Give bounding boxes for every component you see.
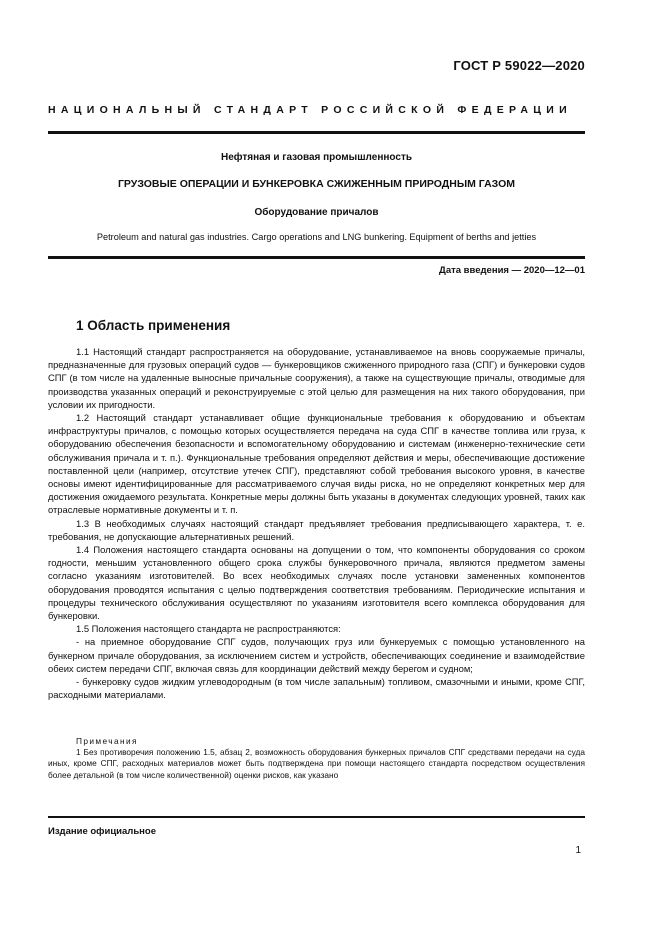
title-divider (48, 256, 585, 259)
paragraph-1-4: 1.4 Положения настоящего стандарта основаны на допущении о том, что компоненты оборудования со сроком годности, меньшим установленного общего срока службы бункеровочного причала, являются предметом замены согласно указаниям изготовителей. Во всех необходимых случаях после установки замененных компонентов оборудования проводятся испытания с целью подтверждения соответствия требованиям. Периодические испытания и процедуры технического обслуживания осуществляют по указаниям изготовителя всего комплекса оборудования для бункеровки. (48, 544, 585, 622)
english-title: Petroleum and natural gas industries. Cargo operations and LNG bunkering. Equipment of berths and jetties (96, 232, 537, 242)
page-number: 1 (575, 845, 581, 856)
industry-field: Нефтяная и газовая промышленность (221, 152, 412, 163)
paragraph-1-1: 1.1 Настоящий стандарт распространяется на оборудование, устанавливаемое на вновь сооружаемые причалы, предназначенные для грузовых операций судов — бункеровщиков сжиженного природного газа (СПГ) и бункеровки судов СПГ (в том числе на удаленные выносные причальные сооружения), а также на существующие причалы, отводимые для производства указанных операций и реконструируемые с этой целью для размещения на них такого оборудования, при условии их пригодности. (48, 346, 585, 410)
document-title: ГРУЗОВЫЕ ОПЕРАЦИИ И БУНКЕРОВКА СЖИЖЕННЫМ ПРИРОДНЫМ ГАЗОМ (117, 178, 516, 190)
notes-heading: Примечания (76, 736, 138, 746)
list-item: - бункеровку судов жидким углеводородным (в том числе запальным) топливом, смазочными и иными, кроме СПГ, расходными материалами. (48, 676, 585, 701)
paragraph-1-2: 1.2 Настоящий стандарт устанавливает общие функциональные требования к оборудованию и объектам инфраструктуры причалов, с помощью которых осуществляется передача на суда СПГ в качестве топлива или груза, к оборудованию обеспечения безопасности и вспомогательному оборудованию и системам (инженерно-технические сети обслуживания причала и т. п.). Функциональные требования определяют действия и меры, обеспечивающие достижение поставленной цели (например, отсутствие утечек СПГ), представляют собой требования высокого уровня, в качестве основы имеют идентифицированные для рассматриваемого случая виды риска, но не определяют конкретных мер для достижения ожидаемого результата. Конкретные меры должны быть указаны в документах следующих уровней, таких как отраслевые нормативные документы и т. п. (48, 412, 585, 516)
list-item: - на приемное оборудование СПГ судов, получающих груз или бункеруемых с помощью установленного на бункерном причале оборудования, за исключением систем и устройств, обеспечивающих соединение и взаимодействие обеих систем передачи СПГ, включая связь для координации действий между берегом и судном; (48, 636, 585, 674)
paragraph-1-5: 1.5 Положения настоящего стандарта не распространяются: (76, 623, 341, 635)
note-1: 1 Без противоречия положению 1.5, абзац 2, возможность оборудования бункерных причалов СПГ средствами передачи на суда иных, кроме СПГ, расходных материалов может быть подтверждена при помощи настоящего стандарта посредством осуществления более детальной (в том числе количественной) оценки рисков, как указано (48, 747, 585, 780)
national-standard-heading: НАЦИОНАЛЬНЫЙ СТАНДАРТ РОССИЙСКОЙ ФЕДЕРАЦИИ (48, 104, 572, 116)
section-title: 1 Область применения (76, 318, 231, 333)
standard-code: ГОСТ Р 59022—2020 (453, 58, 585, 73)
header-divider (48, 131, 585, 134)
section-body (48, 345, 585, 701)
introduction-date: Дата введения — 2020—12—01 (439, 265, 585, 276)
footer-divider (48, 816, 585, 818)
document-subtitle: Оборудование причалов (254, 207, 379, 218)
paragraph-1-3: 1.3 В необходимых случаях настоящий стандарт предъявляет требования предписывающего характера, т. е. требования, не допускающие альтернативных решений. (48, 517, 585, 542)
edition-label: Издание официальное (48, 826, 156, 837)
notes-block (48, 736, 585, 781)
